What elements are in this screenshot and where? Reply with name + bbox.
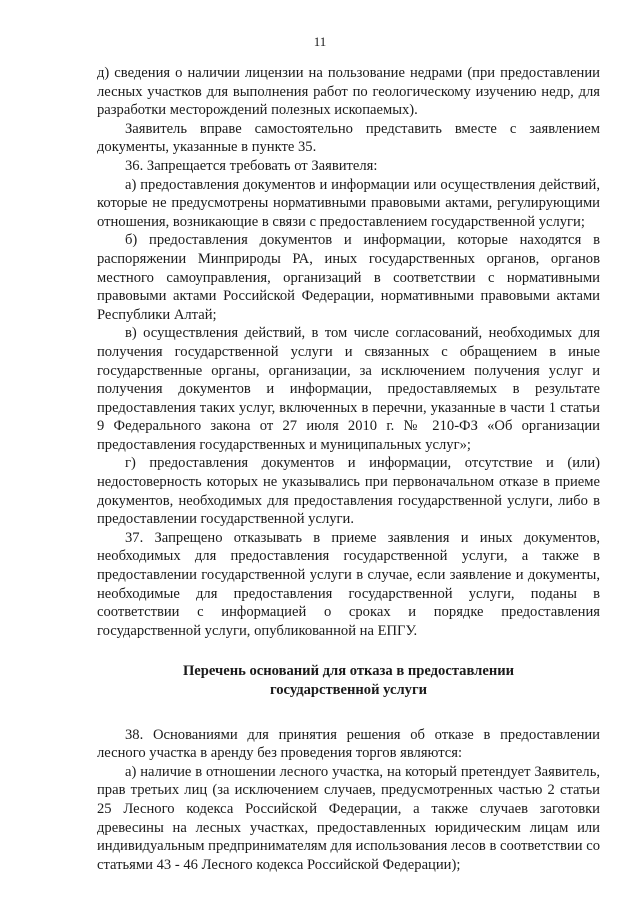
paragraph-applicant-right: Заявитель вправе самостоятельно представить вместе с заявлением документы, указанные в пункте 35. (97, 120, 600, 156)
section-heading-line-1: Перечень оснований для отказа в предоставлении (182, 663, 515, 680)
section-heading (97, 662, 600, 699)
paragraph-36-a: а) предоставления документов и информации или осуществления действий, которые не предусмотрены нормативными правовыми актами, регулирующими отношения, возникающие в связи с предоставлением государственной услуги; (97, 176, 600, 230)
document-body (97, 64, 600, 874)
paragraph-licence: д) сведения о наличии лицензии на пользование недрами (при предоставлении лесных участков для выполнения работ по геологическому изучению недр, для разработки месторождений полезных ископаемых). (97, 65, 600, 119)
paragraph-38-intro: 38. Основаниями для принятия решения об отказе в предоставлении лесного участка в аренду без проведения торгов являются: (97, 726, 600, 762)
paragraph-36-b: б) предоставления документов и информации, которые находятся в распоряжении Минприроды РА, иных государственных органов, органов местного самоуправления, организаций в соответствии с нормативными правовыми актами Российской Федерации, нормативными правовыми актами Республики Алтай; (97, 232, 600, 323)
paragraph-38-a: а) наличие в отношении лесного участка, на который претендует Заявитель, прав третьих лиц (за исключением случаев, предусмотренных частью 2 статьи 25 Лесного кодекса Российской Федерации, а также случаев заготовки древесины на лесных участках, предоставленных юридическим лицам или индивидуальным предпринимателям для использования лесов в соответствии со статьями 43 - 46 Лесного кодекса Российской Федерации); (97, 763, 600, 873)
paragraph-36-g: г) предоставления документов и информации, отсутствие и (или) недостоверность которых не указывались при первоначальном отказе в приеме документов, необходимых для предоставления государственной услуги, либо в предоставлении государственной услуги. (97, 455, 600, 528)
section-heading-line-2: государственной услуги (269, 682, 428, 698)
paragraph-37: 37. Запрещено отказывать в приеме заявления и иных документов, необходимых для предоставления государственной услуги, а также в предоставлении государственной услуги в случае, если заявление и документы, необходимые для предоставления государственной услуги, поданы в соответствии с информацией о сроках и порядке предоставления государственной услуги, опубликованной на ЕПГУ. (97, 529, 600, 639)
paragraph-36-v: в) осуществления действий, в том числе согласований, необходимых для получения государственной услуги и связанных с обращением в иные государственные органы, организации, за исключением получения услуг и получения документов и информации, предоставляемых в результате предоставления таких услуг, включенных в перечни, указанные в части 1 статьи 9 Федерального закона от 27 июля 2010 г. № 210-ФЗ «Об организации предоставления государственных и муниципальных услуг»; (97, 325, 600, 453)
paragraph-36-intro: 36. Запрещается требовать от Заявителя: (125, 157, 378, 174)
page-number: 11 (313, 34, 327, 49)
